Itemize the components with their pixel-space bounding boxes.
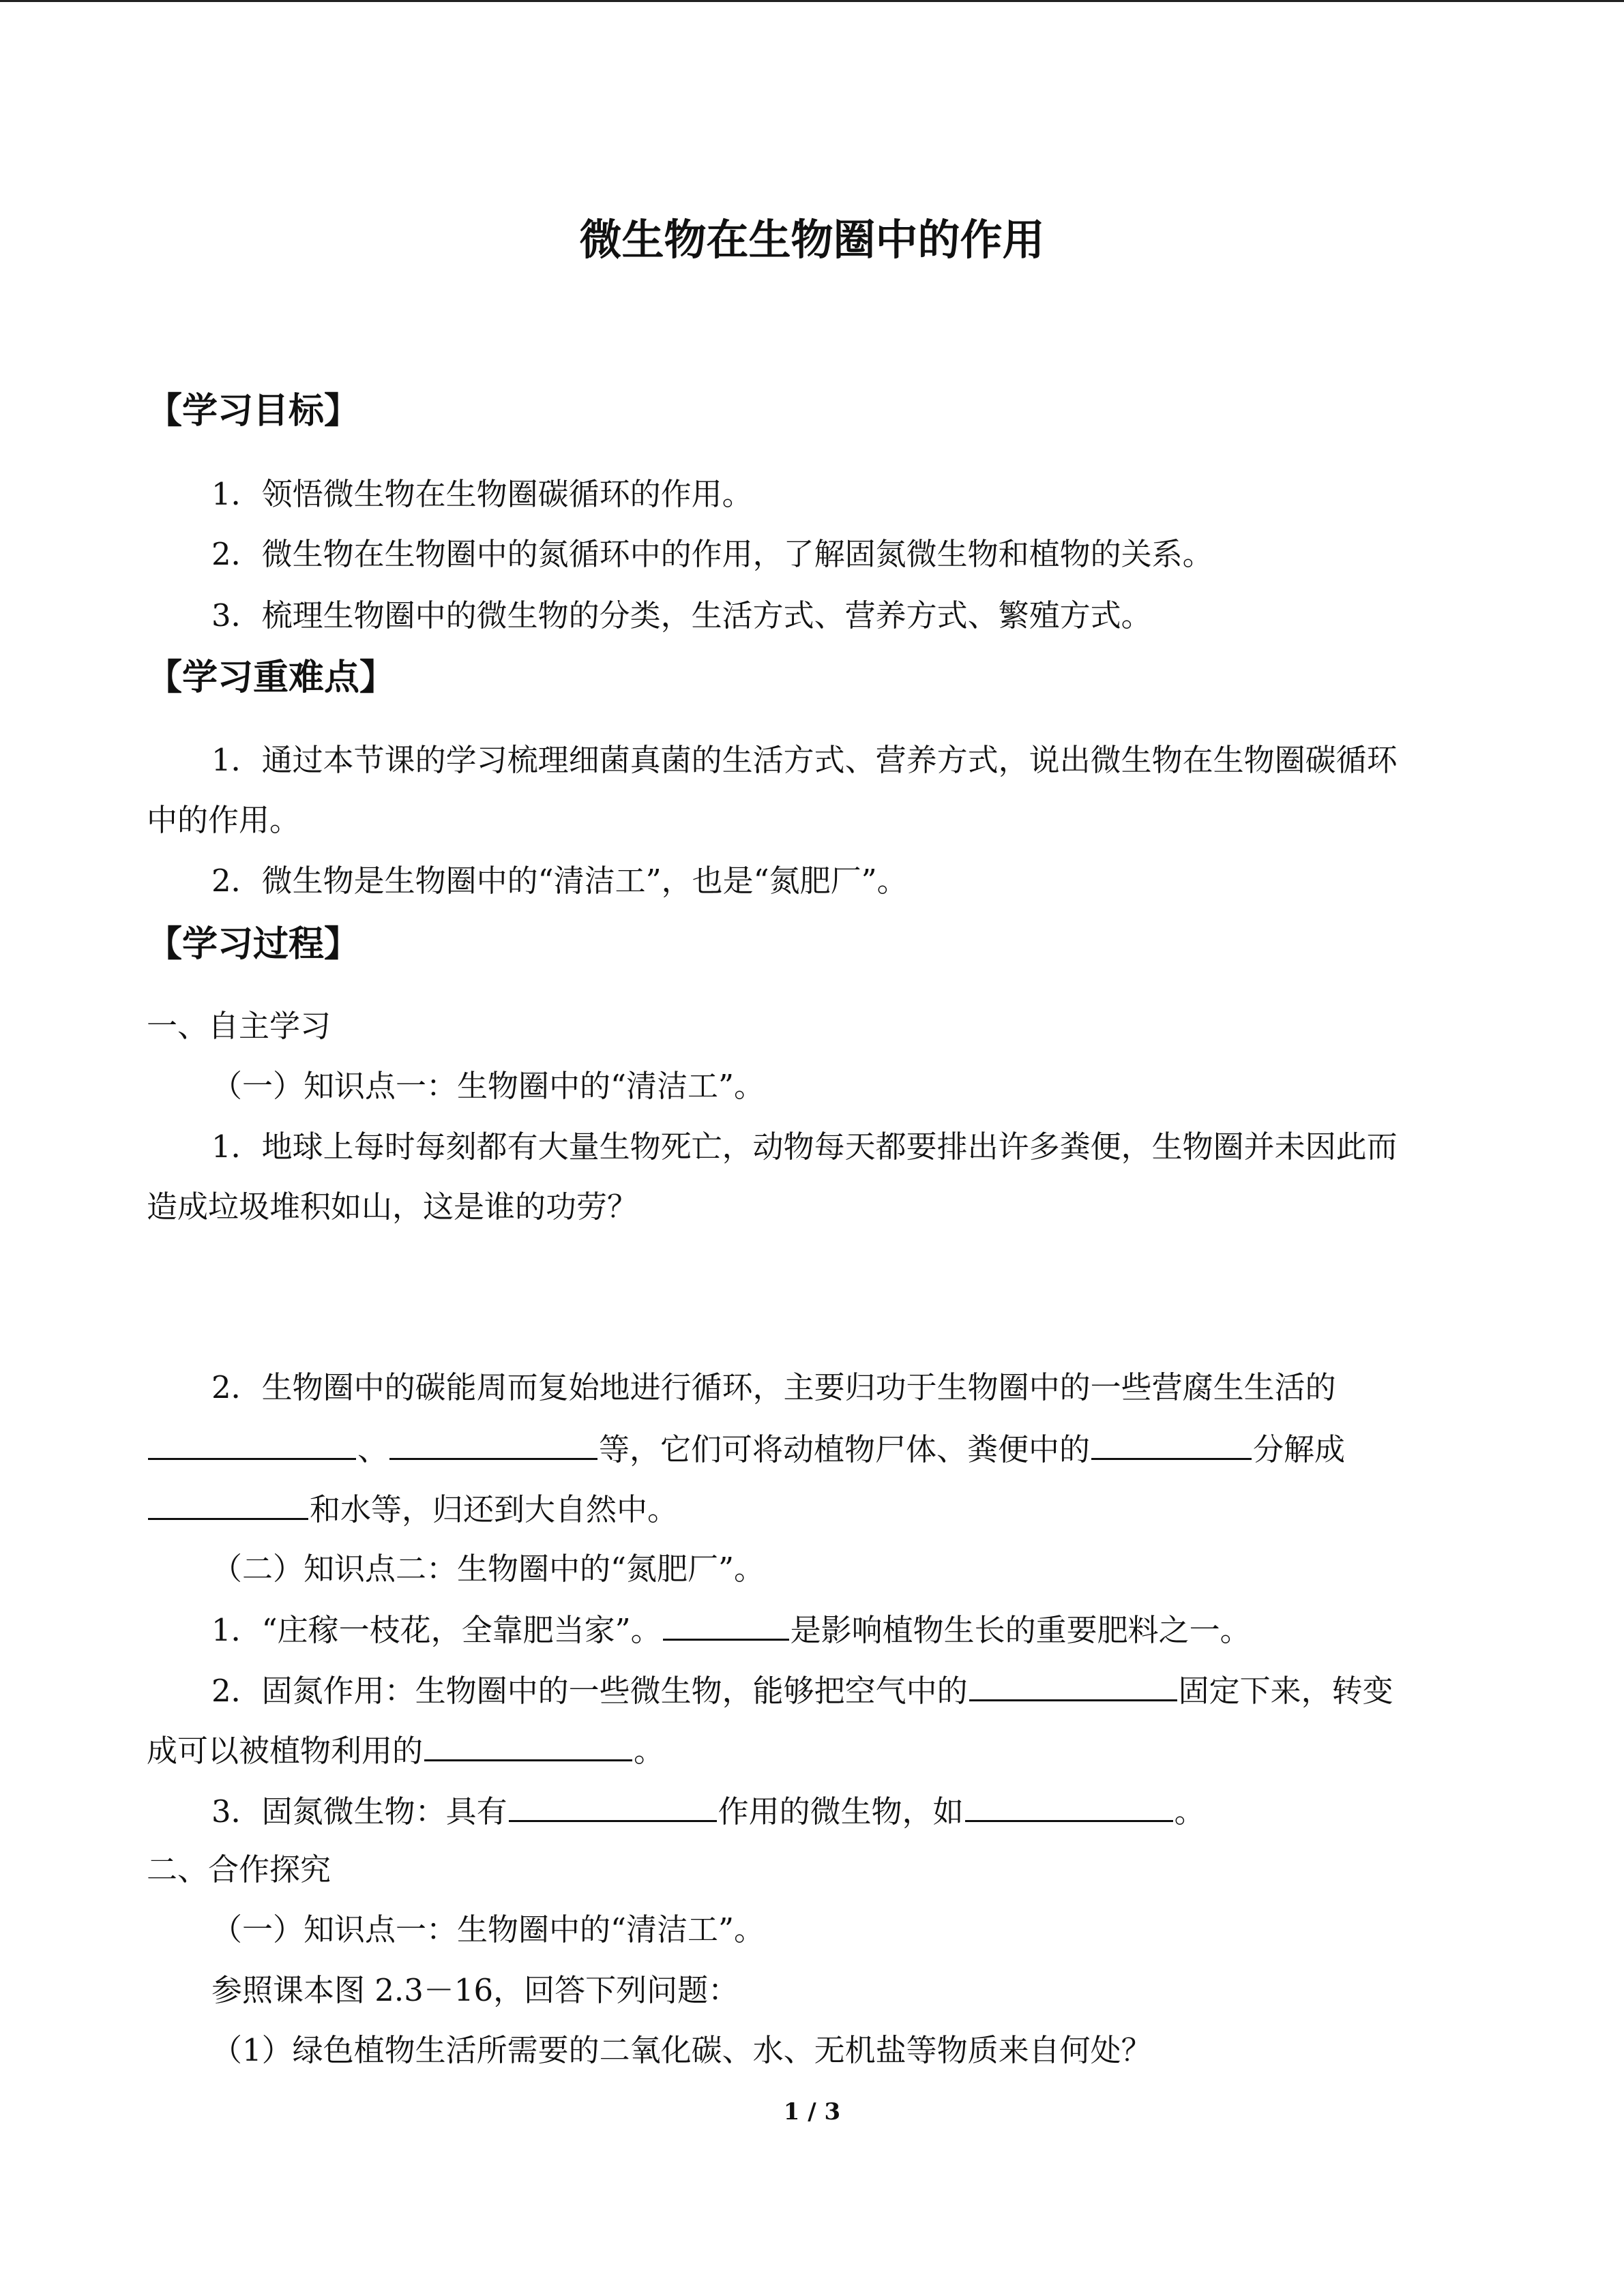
goal-item: 2．微生物在生物圈中的氮循环中的作用，了解固氮微生物和植物的关系。: [211, 536, 1213, 572]
answer-blank[interactable]: [663, 1609, 789, 1641]
section-self-study: 一、自主学习: [147, 1008, 331, 1044]
goal-item: 3．梳理生物圈中的微生物的分类，生活方式、营养方式、繁殖方式。: [211, 597, 1152, 633]
fill-in-line: 和水等，归还到大自然中。: [147, 1488, 678, 1530]
answer-blank[interactable]: [965, 1790, 1173, 1822]
reference-line: 参照课本图 2.3－16，回答下列问题：: [211, 1972, 739, 2008]
key-point-line: 1．通过本节课的学习梳理细菌真菌的生活方式、营养方式，说出微生物在生物圈碳循环: [211, 742, 1398, 778]
heading-learning-goals: 【学习目标】: [147, 391, 360, 432]
answer-blank[interactable]: [969, 1669, 1177, 1701]
heading-key-points: 【学习重难点】: [147, 657, 396, 698]
fill-in-line: 3．固氮微生物：具有 作用的微生物，如 。: [211, 1790, 1205, 1832]
question-line: 1．地球上每时每刻都有大量生物死亡，动物每天都要排出许多粪便，生物圈并未因此而: [211, 1129, 1398, 1165]
answer-blank[interactable]: [389, 1428, 597, 1460]
knowledge-point: （二）知识点二：生物圈中的“氮肥厂”。: [211, 1551, 765, 1587]
answer-blank[interactable]: [1091, 1428, 1252, 1460]
page-title: 微生物在生物圈中的作用: [579, 215, 1045, 265]
fill-in-line: 2．固氮作用：生物圈中的一些微生物，能够把空气中的 固定下来，转变: [211, 1669, 1393, 1712]
section-cooperative-inquiry: 二、合作探究: [147, 1851, 331, 1888]
answer-blank[interactable]: [148, 1488, 308, 1520]
answer-blank[interactable]: [509, 1790, 717, 1822]
knowledge-point: （一）知识点一：生物圈中的“清洁工”。: [211, 1068, 765, 1104]
question-line: 2．生物圈中的碳能周而复始地进行循环，主要归功于生物圈中的一些营腐生生活的: [211, 1369, 1336, 1405]
question-line: 造成垃圾堆积如山，这是谁的功劳？: [147, 1189, 638, 1225]
key-point-line: 2．微生物是生物圈中的“清洁工”，也是“氮肥厂”。: [211, 863, 908, 899]
goal-item: 1．领悟微生物在生物圈碳循环的作用。: [211, 476, 753, 512]
knowledge-point: （一）知识点一：生物圈中的“清洁工”。: [211, 1911, 765, 1948]
heading-learning-process: 【学习过程】: [147, 924, 360, 965]
key-point-line: 中的作用。: [147, 802, 301, 838]
answer-blank[interactable]: [148, 1428, 356, 1460]
fill-in-line: 1．“庄稼一枝花，全靠肥当家”。 是影响植物生长的重要肥料之一。: [211, 1609, 1251, 1651]
top-border: [0, 0, 1624, 2]
page-number: 1 / 3: [783, 2098, 841, 2126]
fill-in-line: 、 等，它们可将动植物尸体、粪便中的 分解成: [147, 1428, 1345, 1470]
answer-blank[interactable]: [424, 1729, 632, 1761]
question-line: （1）绿色植物生活所需要的二氧化碳、水、无机盐等物质来自何处？: [211, 2032, 1152, 2068]
fill-in-line: 成可以被植物利用的 。: [147, 1729, 664, 1772]
